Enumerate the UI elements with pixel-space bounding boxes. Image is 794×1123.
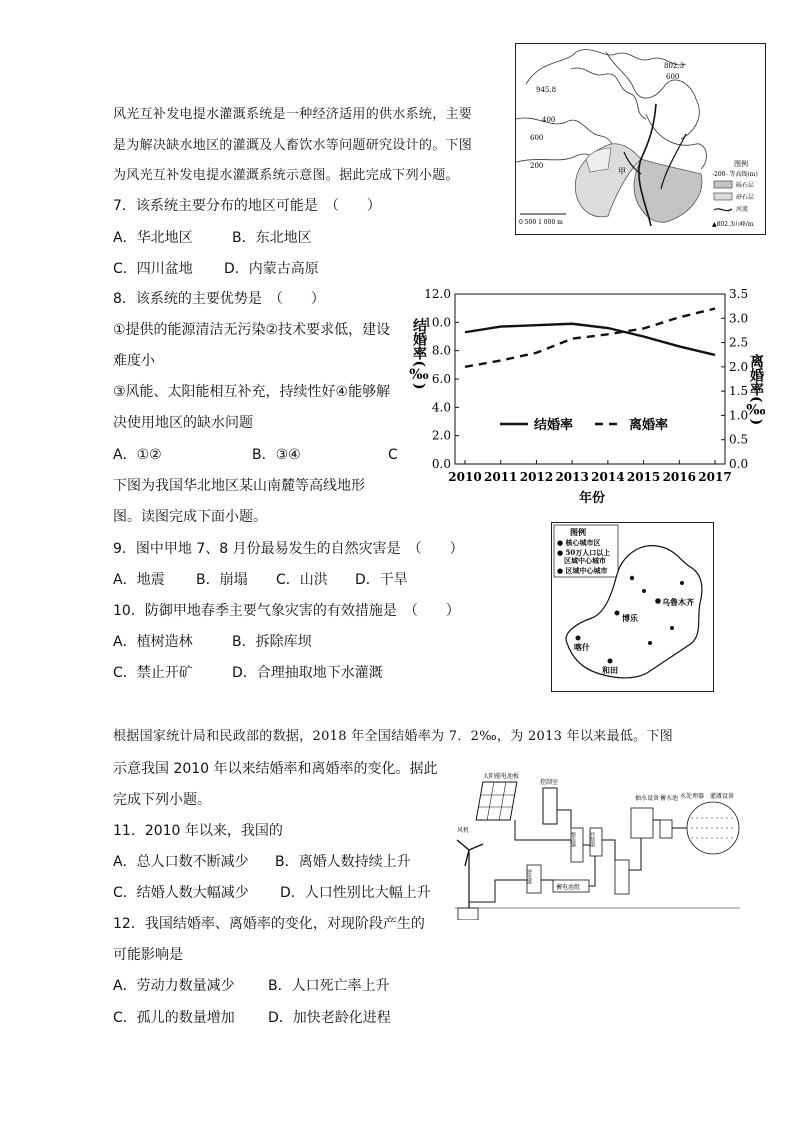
- ytick-right-label: 1.5: [729, 384, 749, 399]
- label-controller: 控制器: [589, 832, 595, 847]
- map-legend-big1: ● 50万人口以上: [557, 548, 611, 557]
- series-line-divorce: [465, 309, 715, 367]
- q10-option-d[interactable]: D．合理抽取地下水灌溉: [232, 665, 383, 681]
- q9-option-c[interactable]: C．山洪: [276, 572, 328, 588]
- label-battery: 蓄电池组: [556, 884, 581, 891]
- q8-statement-1b: 难度小: [113, 353, 155, 369]
- pump: [615, 860, 629, 894]
- city-dot: [642, 589, 646, 593]
- city-dot: [648, 641, 652, 645]
- intro3-line1: 根据国家统计局和民政部的数据，2018 年全国结婚率为 7．2‰，为 2013 年以来最低。下图: [113, 729, 674, 744]
- label-pump: 抽水设备: [635, 795, 660, 802]
- map-legend-core: ● 核心城市区: [557, 538, 601, 547]
- xinjiang-map-svg: [552, 523, 713, 691]
- label-treatment: 水处理器: [680, 793, 705, 800]
- gravel-layer-small: [586, 148, 611, 172]
- q10-option-a[interactable]: A．植树造林: [113, 634, 193, 650]
- q12-option-d[interactable]: D．加快老龄化进程: [268, 1010, 391, 1026]
- q12-option-a[interactable]: A．劳动力数量减少: [113, 978, 235, 994]
- q7-option-c[interactable]: C．四川盆地: [113, 261, 193, 277]
- topo-map: [515, 43, 766, 235]
- xtick-label: 2015: [626, 470, 661, 484]
- topo-map-svg: [516, 44, 765, 234]
- city-urumqi-dot: [655, 598, 661, 604]
- solar-panel: [476, 782, 517, 820]
- q11-option-b[interactable]: B．离婚人数持续上升: [275, 854, 411, 870]
- q8-stem: 8．该系统的主要优势是 （ ）: [113, 291, 325, 307]
- label-rectifier: 整流器: [570, 832, 576, 847]
- contour-label-600b: 600: [530, 134, 544, 142]
- ytick-right-label: 0.5: [729, 432, 749, 447]
- ytick-left-label: 6.0: [431, 372, 451, 386]
- q7-option-a[interactable]: A．华北地区: [113, 230, 193, 246]
- xtick-label: 2012: [519, 470, 554, 484]
- q8-statement-2b: 决使用地区的缺水问题: [113, 415, 253, 431]
- q7-option-d[interactable]: D．内蒙古高原: [224, 261, 319, 277]
- intro3-line3: 完成下列小题。: [113, 792, 211, 808]
- city-kashi-dot: [576, 636, 581, 641]
- city-dot: [630, 576, 634, 580]
- q12-stem: 12．我国结婚率、离婚率的变化，对现阶段产生的: [113, 916, 425, 932]
- label-jia: 甲: [618, 167, 626, 176]
- contour-label-600a: 600: [666, 73, 680, 81]
- city-dot: [670, 626, 674, 630]
- control-room-box: [543, 788, 557, 824]
- legend-contour: -200- 等高线(m): [712, 171, 758, 178]
- q8-option-a[interactable]: A．①②: [113, 447, 162, 463]
- q9-option-a[interactable]: A．地震: [113, 572, 165, 588]
- xtick-label: 2011: [484, 470, 518, 484]
- ytick-right-label: 1.0: [729, 408, 749, 423]
- contour-line: [571, 68, 646, 119]
- q11-option-c[interactable]: C．结婚人数大幅减少: [113, 885, 249, 901]
- irrigation-system-diagram: [455, 770, 740, 920]
- city-dot: [680, 581, 684, 585]
- intro1-line3: 为风光互补发电提水灌溉系统示意图。据此完成下列小题。: [113, 168, 459, 183]
- legend-peak: ▲802.3山峰/m: [712, 221, 754, 228]
- intro1-line2: 是为解决缺水地区的灌溉及人畜饮水等问题研究设计的。下图: [113, 138, 473, 153]
- legend-gravel: 砾石层: [736, 182, 755, 189]
- q9-option-d[interactable]: D．干旱: [355, 572, 408, 588]
- q10-option-b[interactable]: B．拆除库坝: [232, 634, 312, 650]
- q9-stem: 9．图中甲地 7、8 月份最易发生的自然灾害是 （ ）: [113, 541, 464, 557]
- ytick-left-label: 4.0: [431, 400, 451, 415]
- ylabel-left: 结婚率(‰): [411, 318, 427, 390]
- ytick-right-label: 0.0: [729, 457, 749, 471]
- q8-option-c[interactable]: C: [388, 447, 398, 463]
- city-hetian-dot: [608, 659, 613, 664]
- contour-label-400: 400: [542, 116, 556, 124]
- map-legend-region: ● 区域中心城市: [557, 566, 608, 575]
- xlabel: 年份: [578, 491, 606, 504]
- city-kashi: 喀什: [574, 642, 590, 652]
- scale-label: 0 500 1 000 m: [519, 219, 563, 226]
- legend-label: 离婚率: [629, 418, 669, 433]
- rate-chart: [405, 284, 765, 504]
- q7-option-b[interactable]: B．东北地区: [232, 230, 312, 246]
- treatment-box: [660, 820, 672, 838]
- city-hetian: 和田: [602, 665, 618, 675]
- q12-option-b[interactable]: B．人口死亡率上升: [268, 978, 390, 994]
- city-bole-dot: [615, 611, 620, 616]
- q10-stem: 10．防御甲地春季主要气象灾害的有效措施是 （ ）: [113, 603, 460, 619]
- q11-stem: 11．2010 年以来，我国的: [113, 823, 283, 839]
- q12-option-c[interactable]: C．孤儿的数量增加: [113, 1010, 235, 1026]
- xtick-label: 2010: [448, 470, 482, 484]
- q8-option-b[interactable]: B．③④: [252, 447, 301, 463]
- label-inverter: 逆变器: [526, 869, 532, 884]
- ytick-left-label: 2.0: [431, 428, 451, 443]
- intro2-line2: 图。读图完成下面小题。: [113, 509, 267, 525]
- q8-statement-2: ③风能、太阳能相互补充，持续性好④能够解: [113, 384, 391, 400]
- plot-frame: [455, 294, 725, 464]
- legend-sand-swatch: [714, 193, 732, 200]
- label-irrigation: 灌溉设备: [710, 793, 735, 800]
- legend-river: 河流: [736, 206, 749, 213]
- intro1-line1: 风光互补发电提水灌溉系统是一种经济适用的供水系统，主要: [113, 107, 473, 122]
- label-solar-panel: 太阳能电池板: [483, 773, 520, 780]
- xtick-label: 2016: [662, 470, 696, 484]
- ytick-right-label: 2.0: [729, 359, 749, 374]
- ytick-left-label: 8.0: [431, 343, 451, 358]
- q10-option-c[interactable]: C．禁止开矿: [113, 665, 193, 681]
- peak-label-945: 945.8: [536, 86, 557, 94]
- legend-label: 结婚率: [534, 418, 574, 433]
- label-wind: 风机: [457, 827, 470, 834]
- ylabel-right: 离婚率(‰): [748, 354, 764, 426]
- ytick-right-label: 3.5: [729, 287, 749, 301]
- ytick-left-label: 10.0: [424, 315, 451, 330]
- label-storage: 蓄水池: [660, 795, 679, 802]
- peak-label-802: 802.3: [664, 62, 685, 70]
- legend-sand: 砂石层: [736, 194, 755, 201]
- xinjiang-map: [551, 522, 714, 692]
- legend-gravel-swatch: [714, 181, 732, 188]
- q8-statement-1: ①提供的能源清洁无污染②技术要求低，建设: [113, 322, 391, 338]
- xtick-label: 2014: [591, 470, 625, 484]
- ytick-right-label: 3.0: [729, 311, 749, 326]
- ytick-left-label: 0.0: [431, 457, 451, 471]
- contour-line: [526, 50, 686, 84]
- xtick-label: 2013: [555, 470, 589, 484]
- legend-river-swatch: [714, 209, 732, 211]
- contour-label-200: 200: [530, 162, 544, 170]
- series-line-marriage: [465, 324, 715, 355]
- q7-stem: 7．该系统主要分布的地区可能是 （ ）: [113, 198, 381, 214]
- legend-title: 图例: [734, 160, 748, 168]
- ytick-right-label: 2.5: [729, 335, 749, 350]
- city-urumqi: 乌鲁木齐: [662, 597, 694, 607]
- q9-option-b[interactable]: B．崩塌: [196, 572, 248, 588]
- q12-stem-2: 可能影响是: [113, 947, 183, 963]
- city-bole: 博乐: [622, 613, 638, 623]
- map-legend-title: 图例: [570, 527, 586, 537]
- label-control-room: 控制室: [540, 779, 559, 786]
- intro3-line2: 示意我国 2010 年以来结婚率和离婚率的变化。据此: [113, 761, 438, 777]
- q11-option-a[interactable]: A．总人口数不断减少: [113, 854, 249, 870]
- storage-tank: [631, 808, 653, 838]
- q11-option-d[interactable]: D．人口性别比大幅上升: [280, 885, 431, 901]
- xtick-label: 2017: [698, 470, 732, 484]
- intro2-line1: 下图为我国华北地区某山南麓等高线地形: [113, 478, 365, 494]
- ytick-left-label: 12.0: [424, 287, 451, 301]
- map-legend-big2: 区域中心城市: [564, 556, 606, 565]
